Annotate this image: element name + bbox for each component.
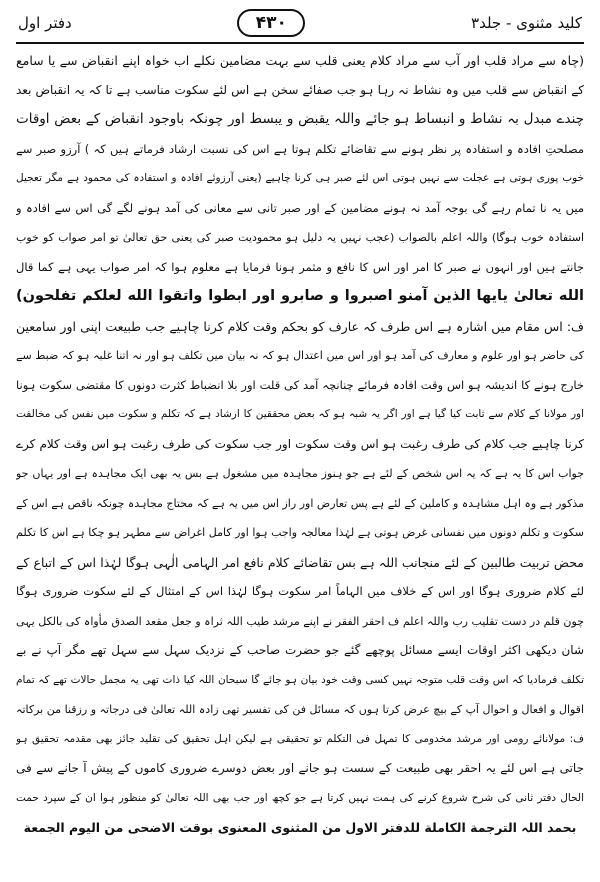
text-line: تکلف فرمادیا کہ اس وقت قلب متوجہ نہیں کسی وقت خود بیان ہو جائے گا سبحان اللہ کیا ذات تھی یہ مجمل حالات تھے کہ تمام [16, 673, 584, 686]
page-number: ۴۳۰ [237, 9, 305, 37]
closing-line: بحمد اللہ الترجمة الكاملة للدفتر الاول من المثنوى المعنوى بوقت الاضحى من اليوم الجمعة [23, 820, 577, 835]
text-line: چندے مبدل بہ نشاط و انبساط ہو جائے واللہ یقبض و یبسط اور چونکہ باوجود انقباض کے بعض اوقات [16, 111, 584, 127]
text-line: چون قلم در دست تقلیب رب واللہ اعلم ف احقر الفقر نے اپنے مرشد طیب اللہ ثراہ و جعل مقعد الصدق مأواہ کی بالکل یہی [16, 614, 584, 628]
text-line: خارج ہونے کا اندیشہ ہو اس وقت افادہ فرمائے چنانچہ آمد کی قلت اور بلا انضباط کثرت دونوں کا مقتضی سکوت ہونا [16, 377, 584, 392]
text-line: (چاہ سے مراد قلب اور آب سے مراد کلام یعنی قلب سے بہت مضامین نکلے اب خواہ اپنے انقباض سے یا سامع [16, 53, 584, 68]
text-line: مذکور ہے وہ اہل مشاہدہ و کاملین کے لئے ہے پس تعارض اور راز اس میں یہ ہے کہ محتاج مجاہدہ چونکہ ناقص ہے اس کے [16, 496, 584, 510]
page-header [18, 6, 582, 40]
text-line: محض تربیت طالبین کے لئے منجانب اللہ ہے بس تقاضائے کلام نافع امر الہامی الٰہی ہوگا لہٰذا اس کے اتباع کے [16, 554, 584, 570]
text-line: کے انقباض سے قلب میں وہ نشاط نہ رہا ہو جب صفائے سخن ہے اس لئے سکوت مناسب ہے تا کہ یہ انقباض بعد [16, 82, 584, 97]
text-line: جاتی ہے اس لئے یہ احقر بھی طبیعت کے سست ہو جانے اور بعض دوسرے ضروری کاموں کے پیش آ جانے سے فی [16, 761, 584, 775]
text-line: ف: مولانائے رومی اور مرشد مخدومی کا تمہل فی التکلم تو تحقیقی ہے لیکن اہل تحقیق کی تقلید جائز بھی مقدمہ تحقیق ہو [16, 732, 584, 745]
text-line: کرنا چاہیے جب کلام کی طرف رغبت ہو اس وقت سکوت اور جب سکوت کی طرف رغبت ہو اس وقت کلام کرے [16, 436, 584, 451]
text-line: جواب اس کا یہ ہے کہ یہ اس شخص کے لئے ہے جو ہنوز مجاہدہ میں مشغول ہے بس یہ بھی ایک مجاہدہ ہے اور یہاں جو [16, 467, 584, 480]
page-body-text [16, 46, 584, 843]
text-line: مصلحتِ افادہ و استفادہ پر نظر ہونے سے تقاضائے تکلم ہوتا ہے اس کی نسبت ارشاد فرماتے ہیں کہ ) آرزو صبر سے [16, 141, 584, 156]
section-title: دفتر اول [18, 14, 72, 32]
book-title: کلید مثنوی - جلد۳ [471, 14, 582, 32]
text-line: استفادہ خوب ہوگا) واللہ اعلم بالصواب (عجب نہیں یہ دلیل ہو محمودیت صبر کی یعنی حق تعالیٰ تو امر صواب کو خوب [16, 231, 584, 244]
quranic-verse-line: الله تعالىٰ يايها الذين آمنو اصبروا و صابرو اور ابطوا واتقوا الله لعلكم تفلحون) [16, 288, 584, 304]
text-line: اور مولانا کے کلام سے ثابت کیا گیا ہے اور اگر یہ شبہ ہو کہ بعض محققین کا ارشاد ہے کہ تکلم و سکوت میں نفس کی مخالفت [16, 408, 584, 420]
text-line: لئے کلام ضروری ہوگا اور اس کے خلاف میں الہاماً امر سکوت ہوگا لہٰذا اس کے امتثال کے لئے سکوت ضروری ہوگا [16, 584, 584, 598]
text-line: خوب پوری ہوتی ہے عجلت سے نہیں ہوتی اس لئے صبر ہی کرنا چاہیے (یعنی آرزوئے افادہ و استفادہ کی محمود ہے مگر تعجیل [16, 172, 584, 184]
text-line: اقوال و افعال و احوال آپ کے بیچ عرض کرتا ہوں کہ مسائل فن کی تفسیر تھی زادہ اللہ تعالیٰ فی درجاتہ و رزقنا من برکاتہ [16, 703, 584, 716]
text-line: شان دیکھی اکثر اوقات ایسے مسائل پوچھے گئے جو حضرت صاحب کے نزدیک سہل سے سہل تھے مگر آپ نے بے [16, 643, 584, 657]
text-line: سکوت و تکلم دونوں میں نفسانی غرض ہوتی ہے لہٰذا معالجہ واجب ہوا اور کامل اغراض سے مطہر ہو چکا ہے اس کا تکلم [16, 526, 584, 539]
text-line: الحال دفتر ثانی کی شرح شروع کرنے کی ہمت نہیں کرتا ہے جو کچھ اور جب بھی اللہ تعالیٰ کو منظور ہوا ان کے سپرد حمت [16, 791, 584, 804]
text-line: کی حاضر ہو اور علوم و معارف کی آمد ہو اور اس میں اعتدال ہو کہ نہ بیان میں تکلف ہو اور نہ اتنا غلبہ ہو کہ ضبط سے [16, 349, 584, 362]
text-line: جانتے ہیں اور انہوں نے صبر کا امر اور اس کا نافع و مثمر ہونا فرمایا ہے معلوم ہوا کہ امر صواب یہی ہے کما قال [16, 259, 584, 274]
header-divider [16, 42, 584, 44]
text-line: میں یہ نا تمام رہے گی بوجہ آمد نہ ہونے مضامین کے اور صبر تانی سے معانی کی آمد ہونے لگے گی اس سے افادہ و [16, 200, 584, 215]
text-line: ف: اس مقام میں اشارہ ہے اس طرف کہ عارف کو بحکم وقت کلام کرنا چاہیے جب طبیعت اپنی اور سامعین [16, 318, 584, 334]
